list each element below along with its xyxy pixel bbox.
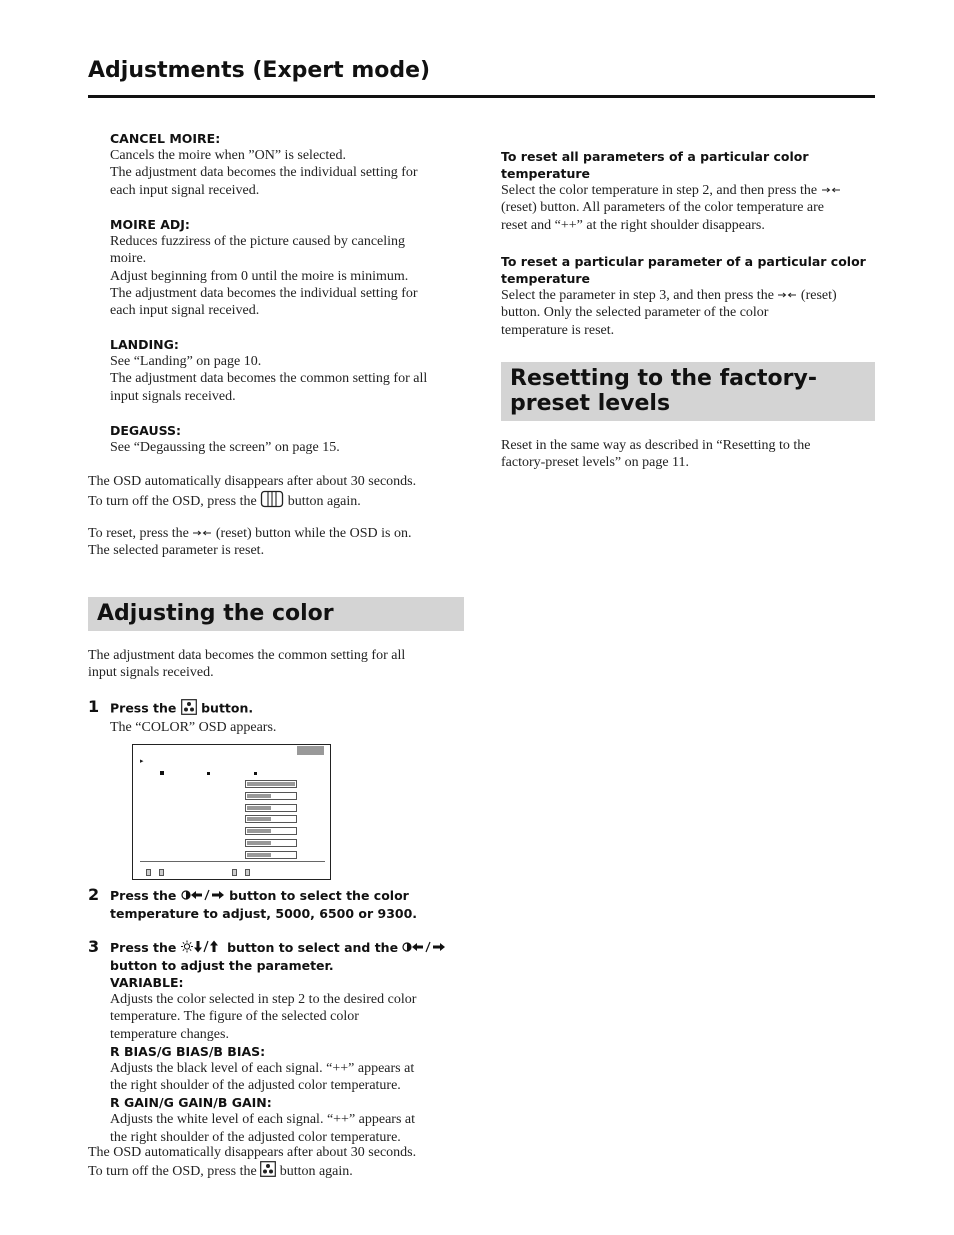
osd-footer-icon-3 <box>232 869 237 876</box>
step-2-text-b: button to select the color <box>229 888 409 903</box>
variable-heading: VARIABLE: <box>110 975 184 990</box>
color-osd-illustration <box>132 744 331 880</box>
reset-note-line-1b: (reset) button while the OSD is on. <box>215 526 412 541</box>
bias-line-1: Adjusts the black level of each signal. “++” appears at <box>110 1060 415 1076</box>
color-footer-line-2 <box>88 1161 468 1182</box>
reset-icon-3 <box>777 287 797 304</box>
factory-section-bar <box>501 362 875 421</box>
factory-body-line-2: factory-preset levels” on page 11. <box>501 455 690 471</box>
step-1 <box>110 699 470 736</box>
degauss-line-1: See “Degaussing the screen” on page 15. <box>110 440 340 455</box>
step-3-line-2: button to adjust the parameter. <box>110 958 334 973</box>
brightness-down-up-arrows-icon <box>181 940 223 957</box>
reset-all-line-2: (reset) button. All parameters of the color temperature are <box>501 200 825 216</box>
osd-level-bar <box>245 839 297 847</box>
reset-all-line-3: reset and “++” at the right shoulder disappears. <box>501 217 765 233</box>
factory-body <box>501 437 876 472</box>
color-footer-line-2a: To turn off the OSD, press the <box>88 1164 257 1180</box>
osd-level-bar <box>245 815 297 823</box>
osd-level-fill <box>247 817 271 821</box>
color-intro-line-2: input signals received. <box>88 665 214 681</box>
variable-line-3: temperature changes. <box>110 1026 229 1042</box>
contrast-left-right-arrows-icon-2 <box>402 940 446 957</box>
gain-line-2: the right shoulder of the adjusted color temperature. <box>110 1129 401 1145</box>
gain-heading: R GAIN/G GAIN/B GAIN: <box>110 1095 272 1111</box>
osd-cursor-arrow-icon: ▸ <box>140 757 144 765</box>
reset-one-line-3: temperature is reset. <box>501 322 615 338</box>
reset-one-line-1b: (reset) <box>800 288 837 303</box>
factory-title-line-2: preset levels <box>510 391 671 416</box>
reset-all-line-1a: Select the color temperature in step 2, and then press the <box>501 183 818 198</box>
step-1-heading <box>110 699 470 719</box>
degauss-heading: DEGAUSS: <box>110 423 182 438</box>
osd-level-fill <box>247 829 271 833</box>
step-3-text-b: button to select and the <box>227 940 399 955</box>
color-button-icon-2 <box>260 1161 276 1182</box>
osd-footer-icon-2 <box>159 869 164 876</box>
contrast-left-right-arrows-icon <box>181 888 225 905</box>
osd-level-fill <box>247 853 271 857</box>
reset-one-heading-2: temperature <box>501 271 591 286</box>
osd-note <box>88 473 468 514</box>
osd-level-bar <box>245 827 297 835</box>
moire-adj-line-3: Adjust beginning from 0 until the moire is minimum. <box>110 268 409 284</box>
cancel-moire-heading: CANCEL MOIRE: <box>110 131 221 146</box>
osd-level-bar <box>245 804 297 812</box>
color-footer <box>88 1144 468 1183</box>
landing-line-3: input signals received. <box>110 388 236 404</box>
osd-level-fill <box>247 782 295 786</box>
cancel-moire-line-2: The adjustment data becomes the individual setting for <box>110 165 418 181</box>
moire-adj-block <box>110 216 470 319</box>
osd-level-bar <box>245 851 297 859</box>
reset-one-line-1 <box>501 287 876 304</box>
reset-one-heading-1: To reset a particular parameter of a particular color <box>501 254 866 269</box>
osd-selector-9300 <box>254 772 257 775</box>
osd-footer-icon-4 <box>245 869 250 876</box>
landing-heading: LANDING: <box>110 337 179 352</box>
reset-all-line-1 <box>501 182 876 199</box>
reset-note-line-1 <box>88 525 468 542</box>
osd-level-bar <box>245 780 297 788</box>
step-2 <box>110 887 470 922</box>
title-rule <box>88 95 875 98</box>
reset-all-block <box>501 148 876 234</box>
landing-line-2: The adjustment data becomes the common setting for all <box>110 371 428 387</box>
osd-selector-6500 <box>207 772 210 775</box>
cancel-moire-line-3: each input signal received. <box>110 182 260 198</box>
color-footer-line-2b: button again. <box>279 1164 353 1180</box>
osd-note-line-1: The OSD automatically disappears after about 30 seconds. <box>88 474 417 489</box>
variable-line-1: Adjusts the color selected in step 2 to the desired color <box>110 992 417 1007</box>
step-3-line-1 <box>110 939 470 957</box>
osd-level-bar <box>245 792 297 800</box>
step-3-number: 3 <box>88 937 100 956</box>
variable-line-2: temperature. The figure of the selected color <box>110 1009 359 1025</box>
reset-note-line-1a: To reset, press the <box>88 526 189 541</box>
landing-block <box>110 336 470 405</box>
moire-adj-line-2: moire. <box>110 251 147 267</box>
color-intro-line-1: The adjustment data becomes the common setting for all <box>88 648 406 663</box>
osd-note-line-2b: button again. <box>287 494 361 510</box>
osd-divider <box>140 861 325 862</box>
step-2-number: 2 <box>88 885 100 904</box>
moire-adj-line-5: each input signal received. <box>110 303 260 319</box>
adjusting-color-section-bar <box>88 597 464 631</box>
menu-button-icon <box>260 490 284 513</box>
page-title: Adjustments (Expert mode) <box>88 58 431 83</box>
reset-one-block <box>501 253 876 339</box>
osd-level-fill <box>247 794 271 798</box>
osd-footer-icon-1 <box>146 869 151 876</box>
degauss-block <box>110 422 470 456</box>
reset-all-heading-2: temperature <box>501 166 591 181</box>
step-2-line-1 <box>110 887 470 905</box>
step-1-number: 1 <box>88 697 100 716</box>
factory-body-line-1: Reset in the same way as described in “Resetting to the <box>501 438 811 453</box>
moire-adj-heading: MOIRE ADJ: <box>110 217 190 232</box>
reset-one-line-2: button. Only the selected parameter of the color <box>501 305 769 321</box>
osd-level-fill <box>247 806 271 810</box>
osd-corner-tab <box>297 746 324 755</box>
reset-note <box>88 525 468 560</box>
step-1-text-b: button. <box>201 700 254 716</box>
adjusting-color-title: Adjusting the color <box>97 601 334 626</box>
step-1-text-a: Press the <box>110 700 177 716</box>
reset-note-line-2: The selected parameter is reset. <box>88 543 265 559</box>
moire-adj-line-4: The adjustment data becomes the individual setting for <box>110 285 418 301</box>
reset-all-heading-1: To reset all parameters of a particular color <box>501 149 809 164</box>
osd-note-line-2 <box>88 490 468 513</box>
landing-line-1: See “Landing” on page 10. <box>110 354 262 369</box>
bias-line-2: the right shoulder of the adjusted color temperature. <box>110 1078 401 1094</box>
reset-icon-2 <box>821 182 841 199</box>
osd-note-line-2a: To turn off the OSD, press the <box>88 494 257 510</box>
step-2-line-2: temperature to adjust, 5000, 6500 or 9300. <box>110 906 418 921</box>
step-3 <box>110 939 470 1146</box>
step-3-text-a: Press the <box>110 940 177 955</box>
step-2-text-a: Press the <box>110 888 177 903</box>
color-button-icon <box>181 699 197 719</box>
color-footer-line-1: The OSD automatically disappears after about 30 seconds. <box>88 1145 417 1160</box>
reset-one-line-1a: Select the parameter in step 3, and then press the <box>501 288 774 303</box>
color-intro <box>88 647 468 682</box>
osd-selector-5000 <box>160 771 164 775</box>
reset-icon <box>192 525 212 542</box>
osd-level-fill <box>247 841 271 845</box>
step-1-sub: The “COLOR” OSD appears. <box>110 720 277 735</box>
factory-title-line-1: Resetting to the factory- <box>510 366 817 391</box>
cancel-moire-block <box>110 130 470 199</box>
moire-adj-line-1: Reduces fuzziress of the picture caused by canceling <box>110 234 406 249</box>
bias-heading: R BIAS/G BIAS/B BIAS: <box>110 1043 266 1059</box>
gain-line-1: Adjusts the white level of each signal. “++” appears at <box>110 1112 416 1128</box>
cancel-moire-line-1: Cancels the moire when ”ON” is selected. <box>110 148 346 163</box>
